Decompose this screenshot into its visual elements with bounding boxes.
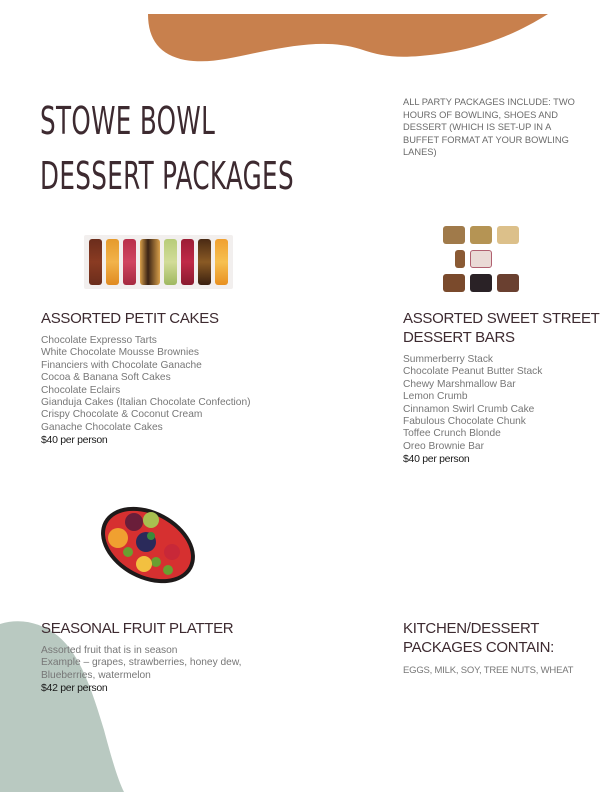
spacer bbox=[497, 250, 519, 268]
bar-piece bbox=[443, 274, 465, 292]
decorative-orange-wave bbox=[0, 0, 612, 70]
price: $42 per person bbox=[41, 682, 108, 695]
list-item: Summerberry Stack bbox=[403, 354, 494, 365]
list-item: Cinnamon Swirl Crumb Cake bbox=[403, 403, 535, 415]
bar-piece bbox=[497, 226, 519, 244]
title-line-2: DESSERT PACKAGES bbox=[40, 154, 294, 198]
section-title: ASSORTED PETIT CAKES bbox=[41, 310, 219, 327]
bar-piece bbox=[470, 274, 492, 292]
title-line-1: STOWE BOWL bbox=[40, 99, 216, 143]
bar-piece bbox=[443, 226, 465, 244]
list-item: Crispy Chocolate & Coconut Cream bbox=[41, 409, 203, 421]
cake-column bbox=[89, 239, 102, 285]
fruit-platter-photo bbox=[96, 500, 201, 590]
list-item: Financiers with Chocolate Ganache bbox=[41, 359, 202, 371]
bar-piece bbox=[497, 274, 519, 292]
dessert-bars-photo bbox=[440, 226, 522, 298]
bar-piece bbox=[470, 250, 492, 268]
list-item: Ganache Chocolate Cakes bbox=[41, 421, 163, 433]
list-item: Lemon Crumb bbox=[403, 391, 468, 403]
section-petit-cakes bbox=[41, 309, 301, 447]
item-list bbox=[403, 354, 603, 453]
list-item: Example – grapes, strawberries, honey dew, bbox=[41, 657, 242, 669]
list-item: Chocolate Eclairs bbox=[41, 384, 121, 396]
list-item: Assorted fruit that is in season bbox=[41, 645, 178, 656]
packages-intro: ALL PARTY PACKAGES INCLUDE: TWO HOURS OF BOWLING, SHOES AND DESSERT (WHICH IS SET-UP IN A BUFFET FORMAT AT YOUR BOWLING LANES) bbox=[403, 97, 575, 157]
list-item: Cocoa & Banana Soft Cakes bbox=[41, 372, 171, 384]
cake-column bbox=[181, 239, 194, 285]
allergen-list: EGGS, MILK, SOY, TREE NUTS, WHEAT bbox=[403, 665, 574, 676]
petit-cakes-photo bbox=[84, 235, 233, 289]
list-item: Chocolate Peanut Butter Stack bbox=[403, 366, 543, 378]
section-fruit-platter bbox=[41, 619, 301, 695]
cake-column bbox=[164, 239, 177, 285]
list-item: Gianduja Cakes (Italian Chocolate Confection) bbox=[41, 397, 251, 409]
bar-piece bbox=[455, 250, 465, 268]
section-dessert-bars bbox=[403, 309, 603, 466]
item-list bbox=[41, 645, 301, 682]
cake-column bbox=[215, 239, 228, 285]
cake-column bbox=[123, 239, 136, 285]
list-item: Fabulous Chocolate Chunk bbox=[403, 416, 526, 428]
price: $40 per person bbox=[403, 453, 470, 466]
item-list bbox=[41, 335, 301, 434]
section-title-line-1: KITCHEN/DESSERT bbox=[403, 620, 540, 637]
section-allergens bbox=[403, 619, 603, 676]
bar-piece bbox=[470, 226, 492, 244]
list-item: Blueberries, watermelon bbox=[41, 669, 151, 681]
cake-column bbox=[198, 239, 211, 285]
cake-column bbox=[106, 239, 119, 285]
section-title-line-2: PACKAGES CONTAIN: bbox=[403, 639, 555, 656]
section-title: SEASONAL FRUIT PLATTER bbox=[41, 620, 234, 637]
list-item: Toffee Crunch Blonde bbox=[403, 428, 501, 440]
list-item: Oreo Brownie Bar bbox=[403, 440, 484, 452]
list-item: White Chocolate Mousse Brownies bbox=[41, 347, 199, 359]
price: $40 per person bbox=[41, 434, 108, 447]
section-title: ASSORTED SWEET STREET DESSERT BARS bbox=[403, 310, 600, 346]
list-item: Chewy Marshmallow Bar bbox=[403, 378, 516, 390]
page-title bbox=[40, 94, 294, 204]
eclair-column bbox=[140, 239, 160, 285]
list-item: Chocolate Expresso Tarts bbox=[41, 335, 157, 346]
